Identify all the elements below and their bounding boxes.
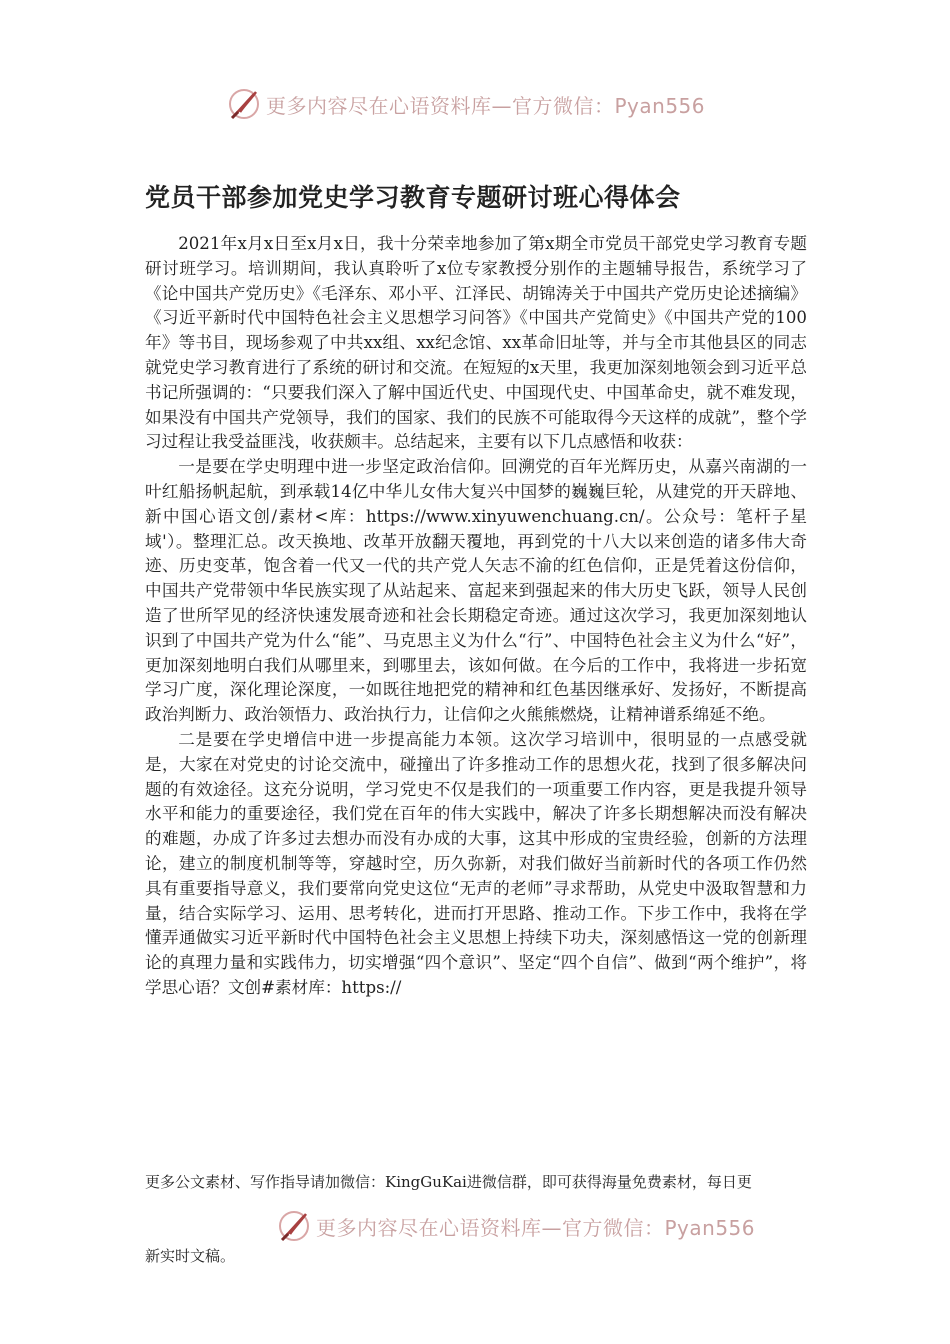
quill-logo-icon	[276, 1208, 312, 1244]
footer-watermark-text: 更多内容尽在心语资料库—官方微信：Pyan556	[316, 1215, 756, 1240]
footer-watermark-banner	[276, 1206, 776, 1246]
footer-note-line2: 新实时文稿。	[145, 1247, 236, 1265]
header-watermark-banner	[226, 84, 726, 124]
page-title: 党员干部参加党史学习教育专题研讨班心得体会	[145, 183, 681, 212]
footer-note-line1: 更多公文素材、写作指导请加微信：KingGuKai进微信群，即可获得海量免费素材，每日更	[145, 1173, 752, 1191]
paragraph-point-one: 一是要在学史明理中进一步坚定政治信仰。回溯党的百年光辉历史，从嘉兴南湖的一叶红船扬帆起航，到承载14亿中华儿女伟大复兴中国梦的巍巍巨轮，从建党的开天辟地、新中国心语文创/素材<库：https://www.xinyuwenchuang.cn/。公众号：笔杆子星域'）。整理汇总。改天换地、改革开放翻天覆地，再到党的十八大以来创造的诸多伟大奇迹、历史变革，饱含着一代又一代的共产党人矢志不渝的红色信仰，正是凭着这份信仰，中国共产党带领中华民族实现了从站起来、富起来到强起来的伟大历史飞跃，领导人民创造了世所罕见的经济快速发展奇迹和社会长期稳定奇迹。通过这次学习，我更加深刻地认识到了中国共产党为什么“能”、马克思主义为什么“行”、中国特色社会主义为什么“好”，更加深刻地明白我们从哪里来，到哪里去，该如何做。在今后的工作中，我将进一步拓宽学习广度，深化理论深度，一如既往地把党的精神和红色基因继承好、发扬好，不断提高政治判断力、政治领悟力、政治执行力，让信仰之火熊熊燃烧，让精神谱系绵延不绝。	[145, 457, 807, 725]
paragraph-point-two: 二是要在学史增信中进一步提高能力本领。这次学习培训中，很明显的一点感受就是，大家在对党史的讨论交流中，碰撞出了许多推动工作的思想火花，找到了很多解决问题的有效途径。这充分说明，学习党史不仅是我们的一项重要工作内容，更是我提升领导水平和能力的重要途径，我们党在百年的伟大实践中，解决了许多长期想解决而没有解决的难题，办成了许多过去想办而没有办成的大事，这其中形成的宝贵经验，创新的方法理论，建立的制度机制等等，穿越时空，历久弥新，对我们做好当前新时代的各项工作仍然具有重要指导意义，我们要常向党史这位“无声的老师”寻求帮助，从党史中汲取智慧和力量，结合实际学习、运用、思考转化，进而打开思路、推动工作。下步工作中，我将在学懂弄通做实习近平新时代中国特色社会主义思想上持续下功夫，深刻感悟这一党的创新理论的真理力量和实践伟力，切实增强“四个意识”、坚定“四个自信”、做到“两个维护”，将学思心语？文创#素材库：https://	[145, 729, 807, 997]
document-body	[145, 232, 807, 1001]
paragraph-intro: 2021年x月x日至x月x日，我十分荣幸地参加了第x期全市党员干部党史学习教育专题研讨班学习。培训期间，我认真聆听了x位专家教授分别作的主题辅导报告，系统学习了《论中国共产党历史》《毛泽东、邓小平、江泽民、胡锦涛关于中国共产党历史论述摘编》《习近平新时代中国特色社会主义思想学习问答》《中国共产党简史》《中国共产党的100年》等书目，现场参观了中共xx组、xx纪念馆、xx革命旧址等，并与全市其他县区的同志就党史学习教育进行了系统的研讨和交流。在短短的x天里，我更加深刻地领会到习近平总书记所强调的：“只要我们深入了解中国近代史、中国现代史、中国革命史，就不难发现，如果没有中国共产党领导，我们的国家、我们的民族不可能取得今天这样的成就”，整个学习过程让我受益匪浅，收获颇丰。总结起来，主要有以下几点感悟和收获：	[145, 234, 807, 452]
quill-logo-icon	[226, 86, 262, 122]
header-watermark-text: 更多内容尽在心语资料库—官方微信：Pyan556	[266, 93, 706, 118]
